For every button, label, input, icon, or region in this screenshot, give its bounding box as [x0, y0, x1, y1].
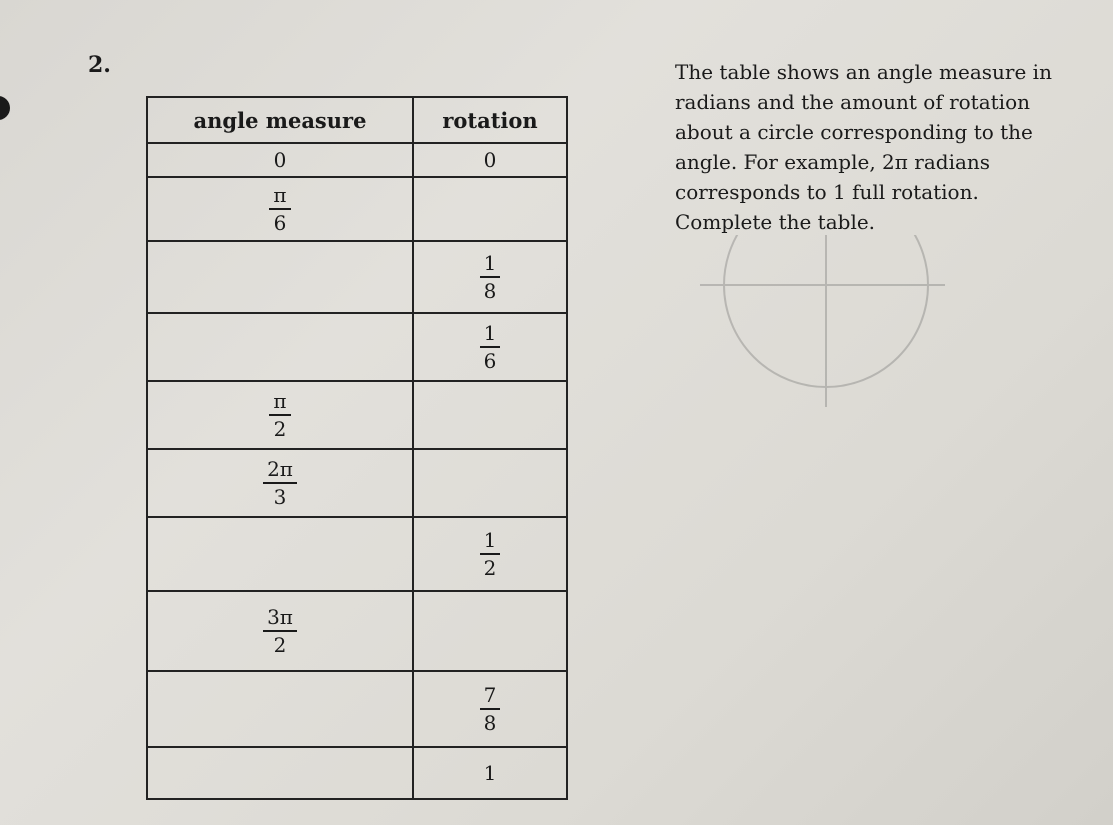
- cell-value: 0: [483, 148, 497, 172]
- rotation-cell: [413, 143, 567, 177]
- table-row: [147, 381, 567, 449]
- fraction-numerator: 7: [480, 683, 501, 710]
- table-row: [147, 591, 567, 671]
- rotation-cell: [413, 517, 567, 591]
- description-line: radians and the amount of rotation: [675, 90, 1030, 114]
- fraction-denominator: 2: [483, 556, 497, 580]
- rotation-cell: [413, 313, 567, 381]
- fraction-numerator: 1: [480, 528, 501, 555]
- angle-measure-cell: [147, 591, 413, 671]
- problem-number: 2.: [88, 52, 111, 78]
- description-line: The table shows an angle measure in: [675, 60, 1052, 84]
- description-line: angle. For example, 2π radians: [675, 150, 991, 174]
- fraction-denominator: 3: [273, 485, 287, 509]
- angle-measure-cell: [147, 449, 413, 517]
- angle-rotation-table-wrapper: [146, 96, 566, 798]
- fraction-numerator: 3π: [263, 605, 297, 632]
- description-line: about a circle corresponding to the: [675, 120, 1033, 144]
- fraction-denominator: 8: [483, 711, 497, 735]
- rotation-cell[interactable]: [413, 177, 567, 241]
- fraction: [263, 457, 297, 509]
- fraction-denominator: 6: [273, 211, 287, 235]
- table-row: [147, 747, 567, 799]
- rotation-cell[interactable]: [413, 449, 567, 517]
- fraction-numerator: 2π: [263, 457, 297, 484]
- angle-rotation-table: [146, 96, 568, 800]
- fraction: [480, 683, 501, 735]
- angle-measure-cell: [147, 177, 413, 241]
- table-row: [147, 313, 567, 381]
- angle-measure-cell[interactable]: [147, 517, 413, 591]
- binder-hole: [0, 96, 10, 120]
- fraction-denominator: 6: [483, 349, 497, 373]
- table-row: [147, 241, 567, 313]
- rotation-cell[interactable]: [413, 381, 567, 449]
- table-row: [147, 143, 567, 177]
- table-body: [147, 143, 567, 799]
- rotation-cell: [413, 747, 567, 799]
- fraction-denominator: 2: [273, 417, 287, 441]
- table-header-row: [147, 97, 567, 143]
- rotation-cell: [413, 671, 567, 747]
- angle-measure-cell[interactable]: [147, 241, 413, 313]
- description-line: Complete the table.: [675, 210, 876, 234]
- fraction-numerator: 1: [480, 251, 501, 278]
- fraction-denominator: 8: [483, 279, 497, 303]
- table-row: [147, 177, 567, 241]
- fraction-denominator: 2: [273, 633, 287, 657]
- table-row: [147, 517, 567, 591]
- fraction-numerator: π: [269, 183, 290, 210]
- angle-measure-header: angle measure: [147, 97, 413, 143]
- rotation-cell[interactable]: [413, 591, 567, 671]
- problem-description: [675, 57, 1095, 237]
- fraction-numerator: 1: [480, 321, 501, 348]
- table-row: [147, 671, 567, 747]
- fraction: [480, 528, 501, 580]
- cell-value: 0: [273, 148, 287, 172]
- cell-value: 1: [483, 761, 497, 785]
- faint-circle-diagram: [700, 235, 960, 425]
- angle-measure-cell: [147, 381, 413, 449]
- angle-measure-cell[interactable]: [147, 313, 413, 381]
- fraction: [269, 389, 290, 441]
- fraction: [269, 183, 290, 235]
- fraction: [480, 251, 501, 303]
- angle-measure-cell: [147, 143, 413, 177]
- angle-measure-cell[interactable]: [147, 671, 413, 747]
- fraction: [480, 321, 501, 373]
- description-line: corresponds to 1 full rotation.: [675, 180, 979, 204]
- fraction-numerator: π: [269, 389, 290, 416]
- angle-measure-cell[interactable]: [147, 747, 413, 799]
- fraction: [263, 605, 297, 657]
- rotation-header: rotation: [413, 97, 567, 143]
- rotation-cell: [413, 241, 567, 313]
- table-row: [147, 449, 567, 517]
